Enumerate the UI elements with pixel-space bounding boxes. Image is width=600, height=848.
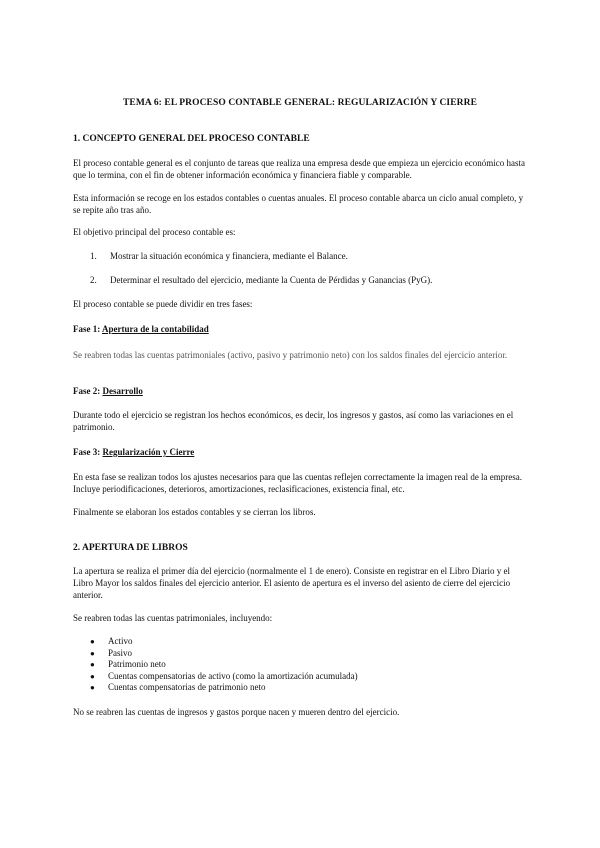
bullet-icon: ● <box>90 660 95 669</box>
phase-3-text: En esta fase se realizan todos los ajustes necesarios para que las cuentas reflejen correctamente la imagen real de la empresa. Incluye periodificaciones, deterioros, amortizaciones, reclasificaciones, existencia final, etc. <box>73 472 523 494</box>
objective-number: 2. <box>90 275 97 285</box>
phase-2-prefix: Fase 2 <box>73 386 98 396</box>
page-title: TEMA 6: EL PROCESO CONTABLE GENERAL: REGULARIZACIÓN Y CIERRE <box>122 98 478 108</box>
section-1-paragraph-1: El proceso contable general es el conjunto de tareas que realiza una empresa desde que empieza un ejercicio económico hasta que lo termina, con el fin de obtener información económica y financiera fiable y comparable. <box>73 158 526 180</box>
phase-3-prefix: Fase 3 <box>73 447 98 457</box>
bullet-icon: ● <box>90 637 95 646</box>
bullet-icon: ● <box>90 671 95 681</box>
section-1-paragraph-4: El proceso contable se puede dividir en tres fases: <box>73 299 253 309</box>
objective-text: Mostrar la situación económica y financiera, mediante el Balance. <box>110 251 348 261</box>
section-1-paragraph-2: Esta información se recoge en los estados contables o cuentas anuales. El proceso contable abarca un ciclo anual completo, y se repite año tras año. <box>73 193 524 215</box>
section-2-paragraph-3: No se reabren las cuentas de ingresos y gastos porque nacen y mueren dentro del ejercicio. <box>73 707 400 717</box>
objective-text: Determinar el resultado del ejercicio, mediante la Cuenta de Pérdidas y Ganancias (PyG). <box>110 275 433 285</box>
phase-3-heading <box>73 446 528 458</box>
list-item: ● Pasivo <box>90 647 133 658</box>
list-item: ● Patrimonio neto <box>90 659 166 669</box>
section-2-paragraph-1: La apertura se realiza el primer día del ejercicio (normalmente el 1 de enero). Consiste en registrar en el Libro Diario y el Libro Mayor los saldos finales del ejercicio anterior. El asiento de apertura es el inverso del asiento de cierre del ejercicio anterior. <box>73 566 511 600</box>
bullet-icon: ● <box>90 648 95 658</box>
phase-1-separator: : <box>97 324 103 334</box>
list-item: ● Cuentas compensatorias de activo (como la amortización acumulada) <box>90 670 358 681</box>
list-item: ● Activo <box>90 636 133 646</box>
objective-number: 1. <box>90 251 97 261</box>
phase-2-heading <box>73 385 528 397</box>
phase-1-heading <box>73 323 528 335</box>
accounts-bullet-list <box>90 636 510 694</box>
section-1-paragraph-3: El objetivo principal del proceso contable es: <box>73 227 236 237</box>
section-1-heading: 1. CONCEPTO GENERAL DEL PROCESO CONTABLE <box>73 134 310 144</box>
list-item: ● Cuentas compensatorias de patrimonio neto <box>90 682 266 692</box>
phase-3-title: Regularización y Cierre <box>102 447 195 457</box>
phase-3-separator: : <box>97 447 103 457</box>
phase-1-prefix: Fase 1 <box>73 324 98 334</box>
phase-2-text: Durante todo el ejercicio se registran los hechos económicos, es decir, los ingresos y gastos, así como las variaciones en el patrimonio. <box>73 410 514 432</box>
phase-3-closing-text: Finalmente se elaboran los estados contables y se cierran los libros. <box>73 507 316 517</box>
section-2-heading: 2. APERTURA DE LIBROS <box>73 543 188 553</box>
phase-2-separator: : <box>97 386 103 396</box>
phase-1-title: Apertura de la contabilidad <box>102 324 209 334</box>
phase-2-title: Desarrollo <box>102 386 143 396</box>
phase-1-text: Se reabren todas las cuentas patrimoniales (activo, pasivo y patrimonio neto) con los saldos finales del ejercicio anterior. <box>73 350 508 360</box>
bullet-icon: ● <box>90 683 95 692</box>
section-2-paragraph-2: Se reabren todas las cuentas patrimoniales, incluyendo: <box>73 613 273 623</box>
